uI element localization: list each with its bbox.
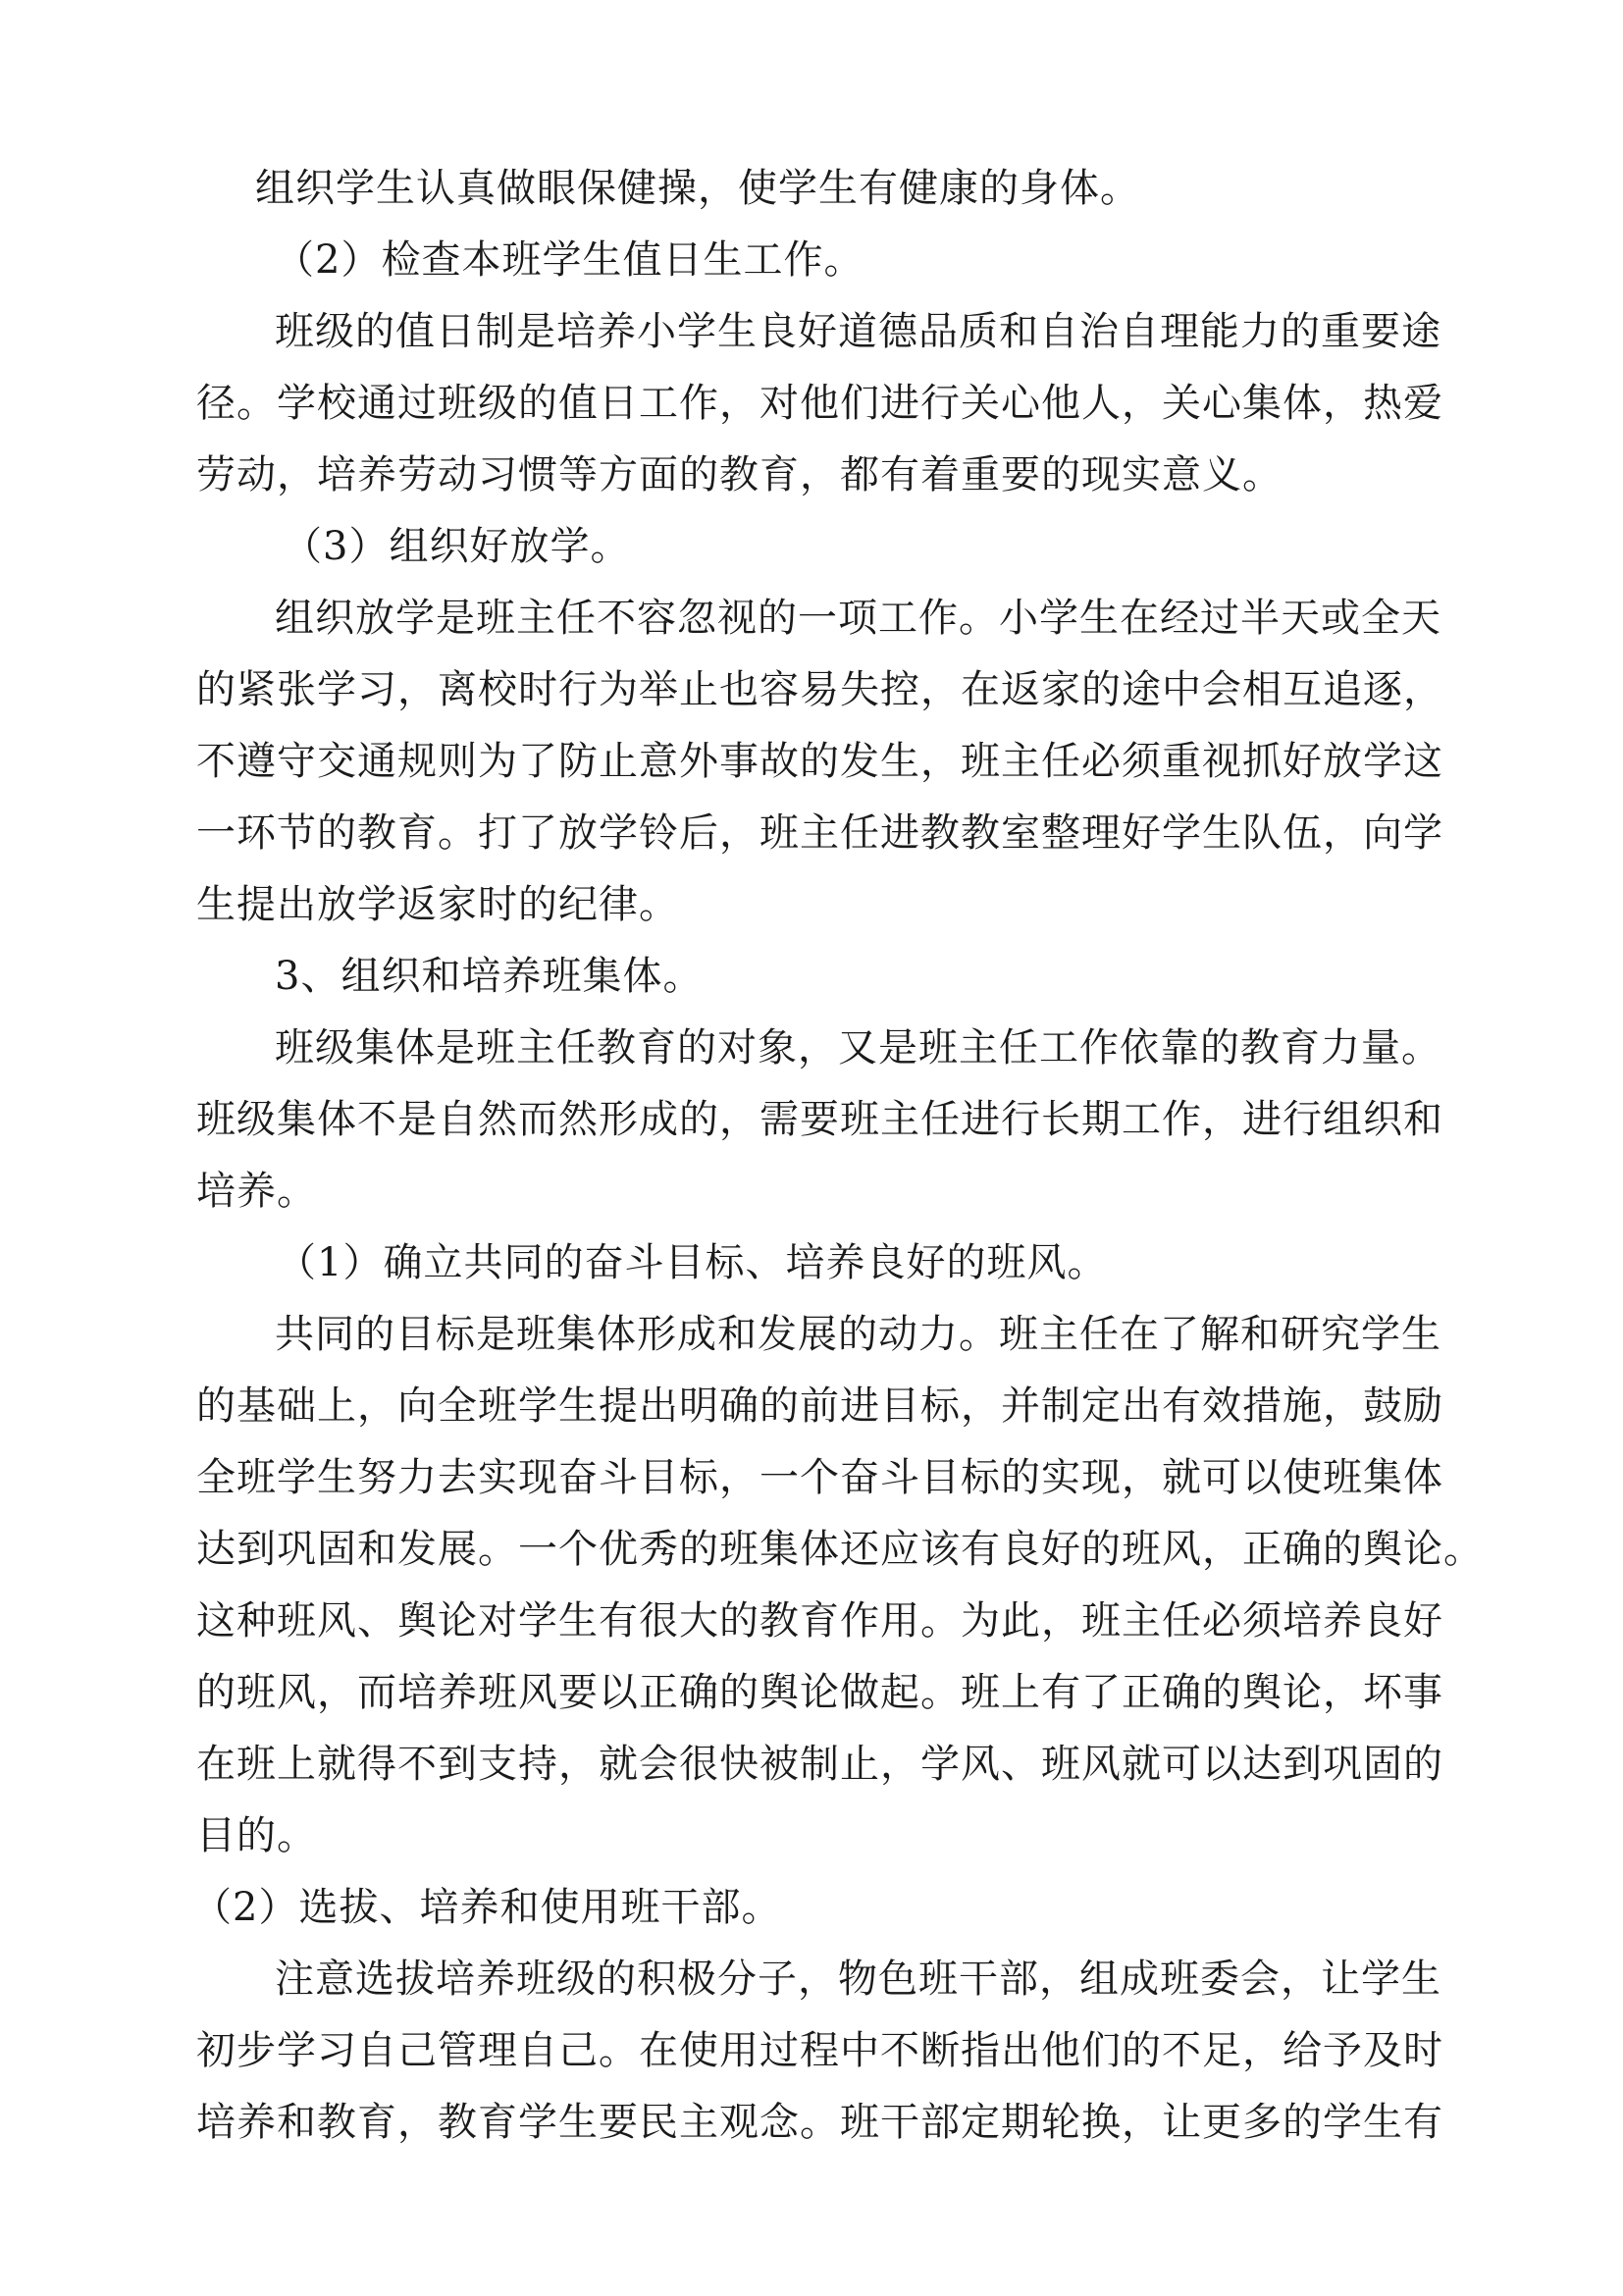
text-line: 培养和教育，教育学生要民主观念。班干部定期轮换，让更多的学生有 bbox=[196, 2100, 1443, 2145]
text-line: 注意选拔培养班级的积极分子，物色班干部，组成班委会，让学生 bbox=[275, 1957, 1441, 2002]
text-line: 生提出放学返家时的纪律。 bbox=[196, 882, 679, 927]
text-line: 一环节的教育。打了放学铃后，班主任进教教室整理好学生队伍，向学 bbox=[196, 810, 1443, 856]
text-line: 班级集体不是自然而然形成的，需要班主任进行长期工作，进行组织和 bbox=[196, 1097, 1443, 1142]
text-line: 的紧张学习，离校时行为举止也容易失控，在返家的途中会相互追逐， bbox=[196, 667, 1443, 712]
text-line: 组织学生认真做眼保健操，使学生有健康的身体。 bbox=[255, 166, 1140, 211]
text-line: 初步学习自己管理自己。在使用过程中不断指出他们的不足，给予及时 bbox=[196, 2028, 1443, 2073]
text-line: 目的。 bbox=[196, 1813, 317, 1858]
text-line: 这种班风、舆论对学生有很大的教育作用。为此，班主任必须培养良好 bbox=[196, 1598, 1443, 1644]
text-line: 组织放学是班主任不容忽视的一项工作。小学生在经过半天或全天 bbox=[275, 596, 1441, 641]
section-heading: 3、组织和培养班集体。 bbox=[275, 954, 704, 999]
text-line: 全班学生努力去实现奋斗目标，一个奋斗目标的实现，就可以使班集体 bbox=[196, 1455, 1443, 1500]
text-line: 共同的目标是班集体形成和发展的动力。班主任在了解和研究学生 bbox=[275, 1312, 1441, 1357]
text-line: 的基础上，向全班学生提出明确的前进目标，并制定出有效措施，鼓励 bbox=[196, 1383, 1443, 1429]
text-line: 在班上就得不到支持，就会很快被制止，学风、班风就可以达到巩固的 bbox=[196, 1742, 1443, 1787]
text-line: 培养。 bbox=[196, 1169, 317, 1214]
text-line: 的班风，而培养班风要以正确的舆论做起。班上有了正确的舆论，坏事 bbox=[196, 1670, 1443, 1715]
subheading: （3）组织好放学。 bbox=[283, 524, 631, 569]
text-line: 劳动，培养劳动习惯等方面的教育，都有着重要的现实意义。 bbox=[196, 452, 1283, 497]
text-line: 达到巩固和发展。一个优秀的班集体还应该有良好的班风，正确的舆论。 bbox=[196, 1527, 1484, 1572]
text-line: 班级的值日制是培养小学生良好道德品质和自治自理能力的重要途 bbox=[275, 309, 1441, 354]
text-line: 径。学校通过班级的值日工作，对他们进行关心他人，关心集体，热爱 bbox=[196, 381, 1443, 426]
subheading: （1）确立共同的奋斗目标、培养良好的班风。 bbox=[277, 1240, 1108, 1285]
subheading: （2）检查本班学生值日生工作。 bbox=[275, 237, 864, 283]
text-line: 不遵守交通规则为了防止意外事故的发生，班主任必须重视抓好放学这 bbox=[196, 739, 1443, 784]
subheading: （2）选拔、培养和使用班干部。 bbox=[192, 1885, 782, 1930]
text-line: 班级集体是班主任教育的对象，又是班主任工作依靠的教育力量。 bbox=[275, 1025, 1441, 1070]
